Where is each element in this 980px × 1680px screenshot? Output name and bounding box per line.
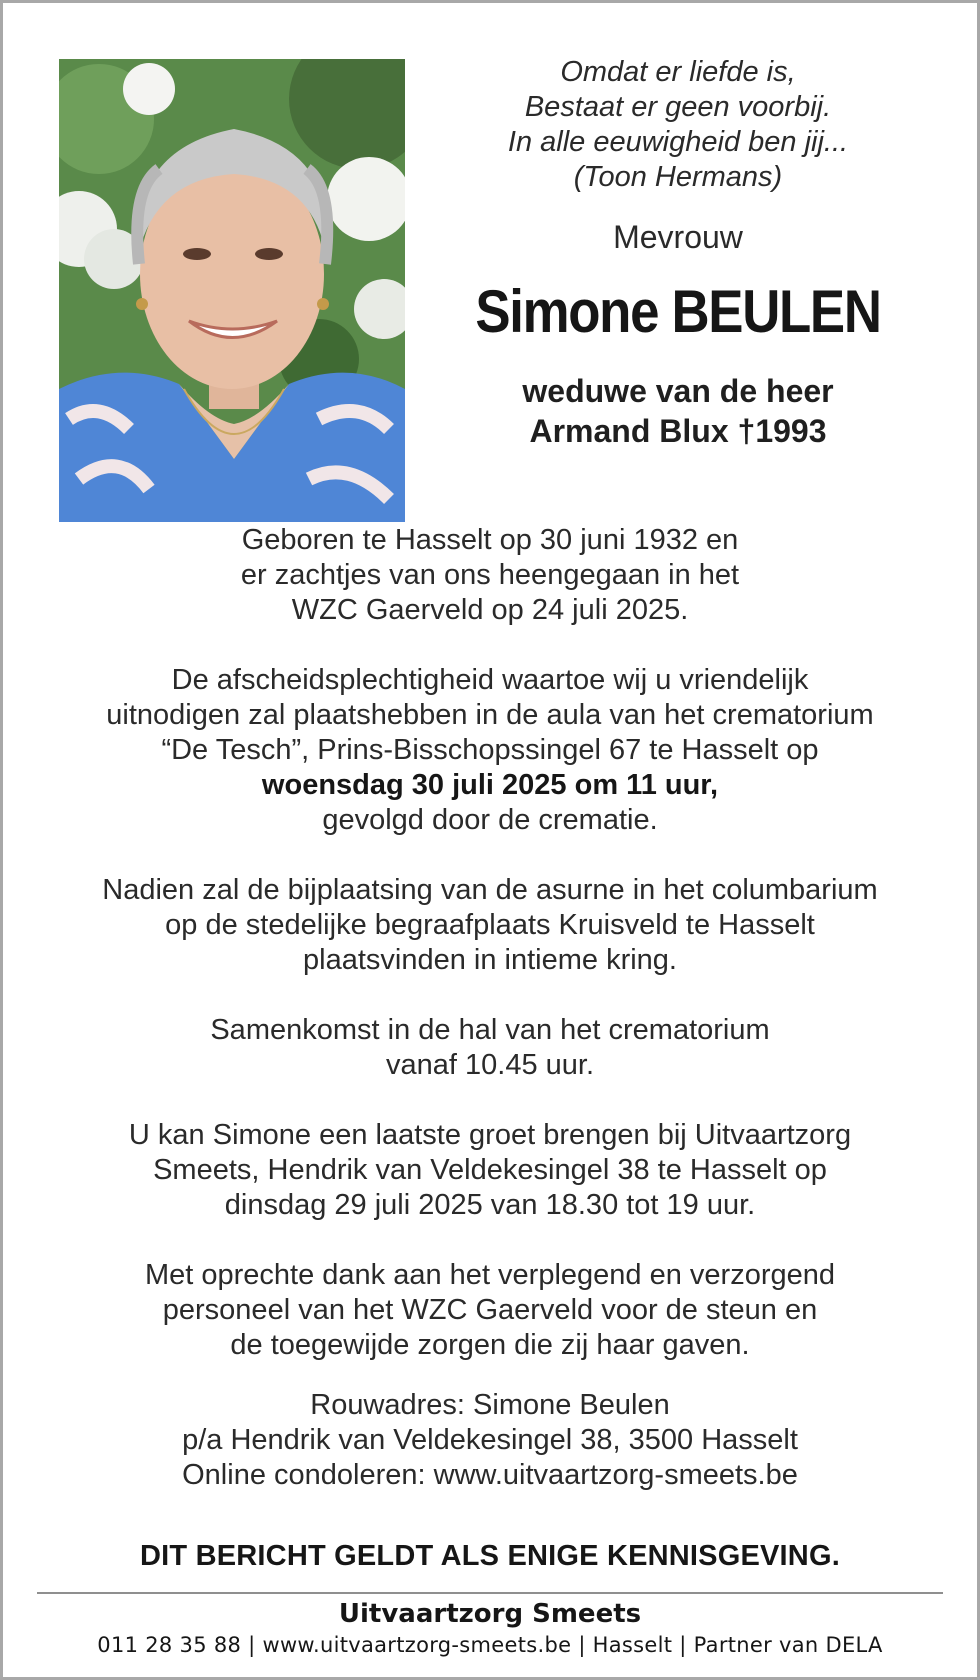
salutation: Mevrouw [613,219,743,255]
divider [37,1592,943,1594]
text-line: Nadien zal de bijplaatsing van de asurne in het columbarium [102,874,878,906]
text-line: plaatsvinden in intieme kring. [303,944,677,976]
header-block [443,55,913,451]
text-line: p/a Hendrik van Veldekesingel 38, 3500 Hasselt [182,1424,798,1456]
text-line: op de stedelijke begraafplaats Kruisveld te Hasselt [165,909,815,941]
text-line: uitnodigen zal plaatshebben in de aula van het crematorium [106,699,874,731]
quote-line: In alle eeuwigheid ben jij... [507,126,849,158]
funeral-home-info: 011 28 35 88 | www.uitvaartzorg-smeets.be | Hasselt | Partner van DELA [97,1633,883,1657]
gathering-paragraph [33,1013,947,1083]
text-line: U kan Simone een laatste groet brengen bij Uitvaartzorg [128,1119,852,1151]
text-line: Geboren te Hasselt op 30 juni 1932 en [241,524,739,556]
text-line: “De Tesch”, Prins-Bisschopssingel 67 te Hasselt op [161,734,819,766]
deceased-name: Simone BEULEN [475,278,881,345]
address-paragraph [33,1388,947,1493]
text-line: Met oprechte dank aan het verplegend en verzorgend [144,1259,836,1291]
ceremony-date: woensdag 30 juli 2025 om 11 uur, [261,769,719,801]
notice-body [33,523,947,1528]
text-line: vanaf 10.45 uur. [386,1049,594,1081]
quote-author: (Toon Hermans) [573,161,783,193]
visit-paragraph [33,1118,947,1223]
urn-paragraph [33,873,947,978]
ceremony-paragraph [33,663,947,838]
text-line: dinsdag 29 juli 2025 van 18.30 tot 19 uur. [224,1189,756,1221]
quote-line: Omdat er liefde is, [560,56,796,88]
spouse-name: Armand Blux †1993 [529,413,827,449]
text-line: Smeets, Hendrik van Veldekesingel 38 te Hasselt op [153,1154,827,1186]
text-line: Samenkomst in de hal van het crematorium [210,1014,770,1046]
portrait-photo [59,59,405,522]
text-line: er zachtjes van ons heengegaan in het [240,559,740,591]
text-line: gevolgd door de crematie. [322,804,658,836]
portrait-illustration [59,59,405,522]
widow-of [443,371,913,451]
thanks-paragraph [33,1258,947,1363]
widow-line: weduwe van de heer [522,373,834,409]
text-line: WZC Gaerveld op 24 juli 2025. [291,594,689,626]
text-line: Rouwadres: Simone Beulen [310,1389,670,1421]
text-line: de toegewijde zorgen die zij haar gaven. [230,1329,750,1361]
birth-paragraph [33,523,947,628]
text-line: De afscheidsplechtigheid waartoe wij u vriendelijk [171,664,809,696]
poem-quote [443,55,913,195]
funeral-home-name: Uitvaartzorg Smeets [338,1599,642,1629]
condolence-link[interactable]: Online condoleren: www.uitvaartzorg-smeets.be [182,1459,798,1491]
sole-notice: DIT BERICHT GELDT ALS ENIGE KENNISGEVING. [140,1540,840,1572]
text-line: personeel van het WZC Gaerveld voor de steun en [162,1294,818,1326]
quote-line: Bestaat er geen voorbij. [524,91,832,123]
